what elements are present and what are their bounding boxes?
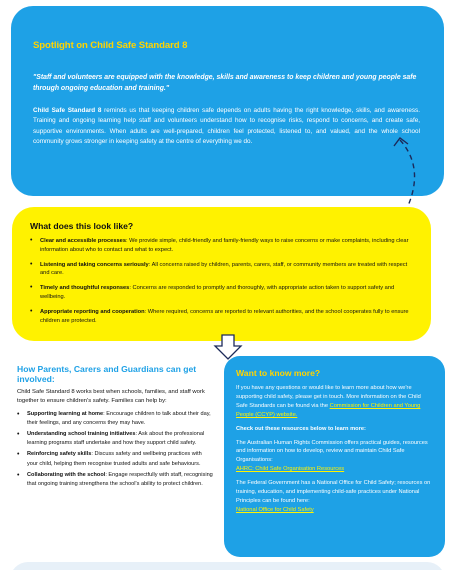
practice-item: [30, 284, 413, 302]
practice-text: : Concerns are responded to promptly and thoroughly, with appropriate action taken to support safety and wellbeing.: [40, 285, 395, 300]
spotlight-body-text: reminds us that keeping children safe depends on adults having the right knowledge, skills, and awareness. Training and ongoing learning help staff and volunteers understand how to recognise risks, respond to concerns, and create safe, supportive environments. When adults are well-prepared, children feel protected, listened to, and valued, and the whole school community grows stronger in keeping safety at the centre of everything we do.: [33, 107, 420, 145]
spotlight-body-lead: Child Safe Standard 8: [33, 107, 102, 114]
standard-quote: "Staff and volunteers are equipped with the knowledge, skills and awareness to keep children and young people safe through ongoing education and training.": [33, 74, 417, 92]
want-to-know-more-heading: Want to know more?: [236, 368, 321, 378]
practice-lead: Timely and thoughtful responses: [40, 285, 130, 292]
practice-text: : Where required, concerns are reported to relevant authorities, and the school cooperates fully to ensure children are protected.: [40, 308, 409, 324]
practice-lead: Appropriate reporting and cooperation: [40, 308, 145, 315]
what-it-looks-like-heading: What does this look like?: [30, 221, 134, 231]
want-to-know-more-card: [224, 356, 445, 557]
ahrc-resources-link[interactable]: AHRC: Child Safe Organisation Resources: [236, 466, 345, 473]
next-section-strip: [10, 562, 445, 570]
what-it-looks-like-card: [12, 207, 431, 341]
family-action-text: : Ask about the professional learning programs staff undertake and how they support child safety.: [27, 431, 205, 447]
practice-item: [30, 308, 413, 326]
practice-lead: Clear and accessible processes: [40, 238, 126, 244]
practices-list: [30, 237, 413, 325]
family-action-item: [17, 430, 213, 448]
practice-lead: Listening and taking concerns seriously: [40, 261, 149, 268]
spotlight-card: [11, 6, 444, 196]
family-action-lead: Understanding school training initiatives: [27, 431, 136, 437]
practice-text: : All concerns raised by children, parents, carers, staff, or community members are treated with respect and care.: [40, 261, 408, 277]
family-involvement-section: [17, 365, 213, 491]
practice-item: [30, 261, 413, 279]
family-involvement-heading: How Parents, Carers and Guardians can get involved:: [17, 364, 197, 384]
family-actions-list: [17, 410, 213, 490]
ccyp-website-link[interactable]: Commission for Children and Young People (CCYP) website.: [236, 402, 421, 418]
family-action-item: [17, 471, 213, 489]
family-action-text: : Discuss safety and wellbeing practices with your child, helping them recognise trusted adults and safe behaviours.: [27, 451, 202, 467]
family-action-text: : Engage respectfully with staff, recognising that ongoing training strengthens the school's ability to protect children.: [27, 471, 213, 488]
contact-text: If you have any questions or would like to learn more about how we're supporting child safety, please get in touch. More information on the Child Safe Standards can be found via the: [236, 385, 421, 409]
national-office-link[interactable]: National Office for Child Safety: [236, 506, 314, 513]
family-action-lead: Supporting learning at home: [27, 410, 104, 417]
family-action-text: : Encourage children to talk about their day, their feelings, and any concerns they may have.: [27, 410, 211, 426]
family-action-lead: Collaborating with the school: [27, 471, 106, 478]
spotlight-title: Spotlight on Child Safe Standard 8: [33, 40, 188, 51]
national-office-paragraph: [236, 479, 433, 515]
resources-lead: [236, 425, 433, 434]
family-action-lead: Reinforcing safety skills: [27, 451, 92, 458]
contact-paragraph: [236, 384, 433, 420]
family-action-item: [17, 410, 213, 428]
ahrc-paragraph: [236, 439, 433, 475]
family-involvement-intro: Child Safe Standard 8 works best when schools, families, and staff work together to ensure children's safety. Families can help by:: [17, 389, 205, 405]
ahrc-text: The Australian Human Rights Commission offers practical guides, resources and information on how to develop, review and maintain Child Safe Organisations:: [236, 439, 428, 464]
practice-item: [30, 237, 413, 255]
practice-text: : We provide simple, child-friendly and family-friendly ways to raise concerns or make complaints, including clear information about who to contact and what to expect.: [40, 238, 409, 253]
resources-lead-text: Check out these resources below to learn more:: [236, 425, 366, 432]
national-office-text: The Federal Government has a National Office for Child Safety; resources on training, education, and implementing child-safe practices under National Principles can be found here:: [236, 480, 431, 504]
family-action-item: [17, 450, 213, 468]
spotlight-body: [33, 106, 424, 147]
